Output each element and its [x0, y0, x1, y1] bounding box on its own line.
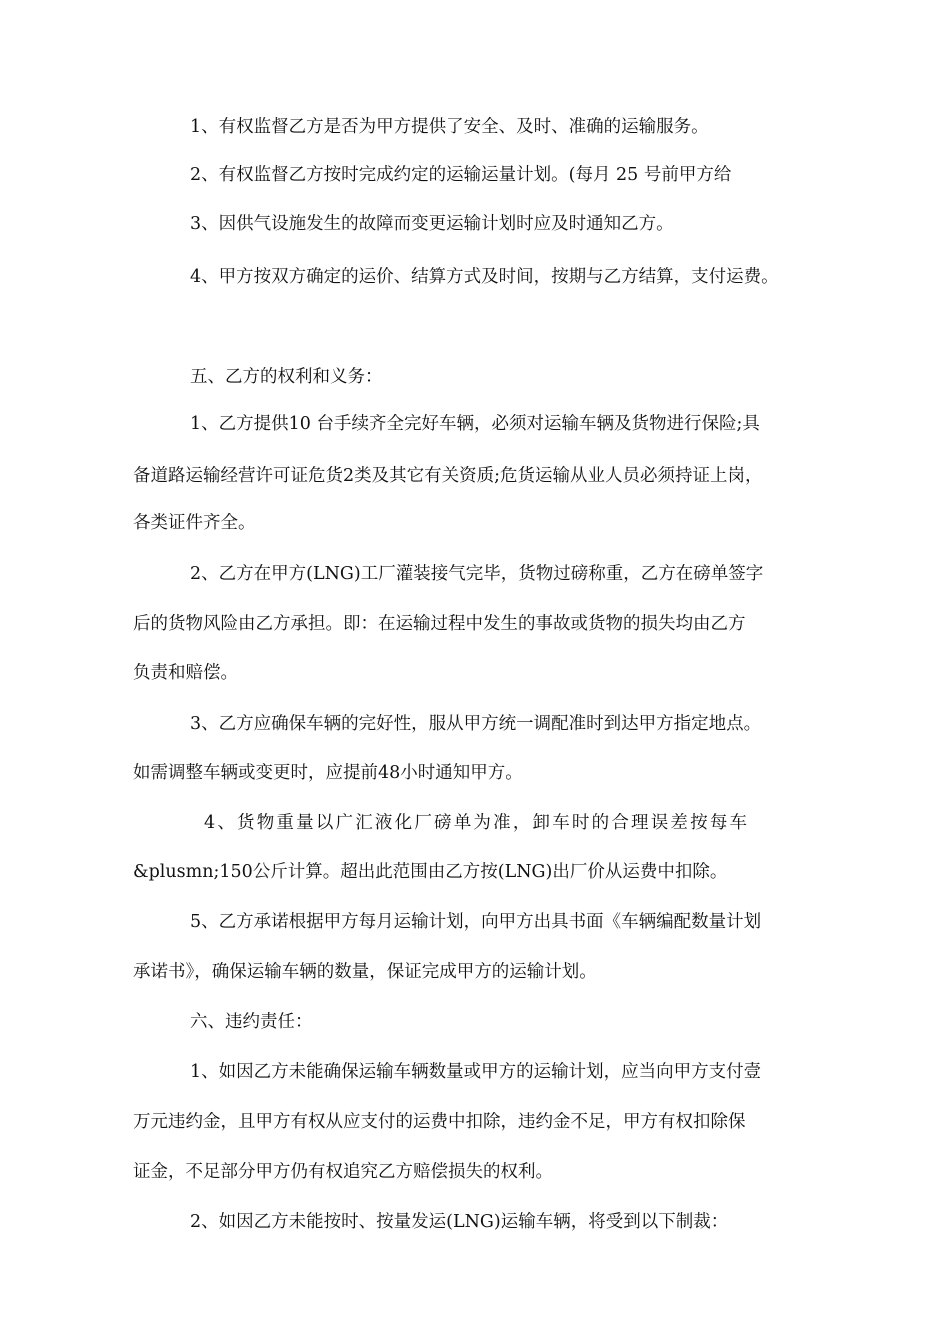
paragraph-line: 负责和赔偿。: [133, 663, 238, 683]
paragraph-line: 如需调整车辆或变更时，应提前48小时通知甲方。: [133, 763, 523, 783]
section-heading: 六、违约责任：: [190, 1012, 313, 1032]
paragraph-line: 5、乙方承诺根据甲方每月运输计划，向甲方出具书面《车辆编配数量计划: [190, 912, 762, 932]
paragraph-line: 承诺书》，确保运输车辆的数量，保证完成甲方的运输计划。: [133, 962, 597, 982]
paragraph-line: 2、有权监督乙方按时完成约定的运输运量计划。(每月 25 号前甲方给: [190, 165, 732, 185]
paragraph-line: 备道路运输经营许可证危货2类及其它有关资质;危货运输从业人员必须持证上岗，: [133, 466, 763, 486]
paragraph-line: 1、有权监督乙方是否为甲方提供了安全、及时、准确的运输服务。: [190, 117, 709, 137]
paragraph-line: 万元违约金，且甲方有权从应支付的运费中扣除，违约金不足，甲方有权扣除保: [133, 1112, 746, 1132]
section-heading: 五、乙方的权利和义务：: [190, 367, 383, 387]
paragraph-line: 2、如因乙方未能按时、按量发运(LNG)运输车辆，将受到以下制裁：: [190, 1212, 729, 1232]
paragraph-line: 证金，不足部分甲方仍有权追究乙方赔偿损失的权利。: [133, 1162, 553, 1182]
paragraph-line: 1、乙方提供10 台手续齐全完好车辆，必须对运输车辆及货物进行保险;具: [190, 414, 760, 434]
paragraph-line: 2、乙方在甲方(LNG)工厂灌装接气完毕，货物过磅称重，乙方在磅单签字: [190, 564, 764, 584]
paragraph-line: 1、如因乙方未能确保运输车辆数量或甲方的运输计划，应当向甲方支付壹: [190, 1062, 762, 1082]
paragraph-line: 各类证件齐全。: [133, 513, 256, 533]
paragraph-line: 4、货物重量以广汇液化厂磅单为准，卸车时的合理误差按每车: [204, 813, 750, 833]
paragraph-line: &plusmn;150公斤计算。超出此范围由乙方按(LNG)出厂价从运费中扣除。: [133, 862, 728, 882]
paragraph-line: 后的货物风险由乙方承担。即：在运输过程中发生的事故或货物的损失均由乙方: [133, 614, 746, 634]
paragraph-line: 3、乙方应确保车辆的完好性，服从甲方统一调配准时到达甲方指定地点。: [190, 714, 762, 734]
paragraph-line: 3、因供气设施发生的故障而变更运输计划时应及时通知乙方。: [190, 214, 674, 234]
paragraph-line: 4、甲方按双方确定的运价、结算方式及时间，按期与乙方结算，支付运费。: [190, 267, 779, 287]
